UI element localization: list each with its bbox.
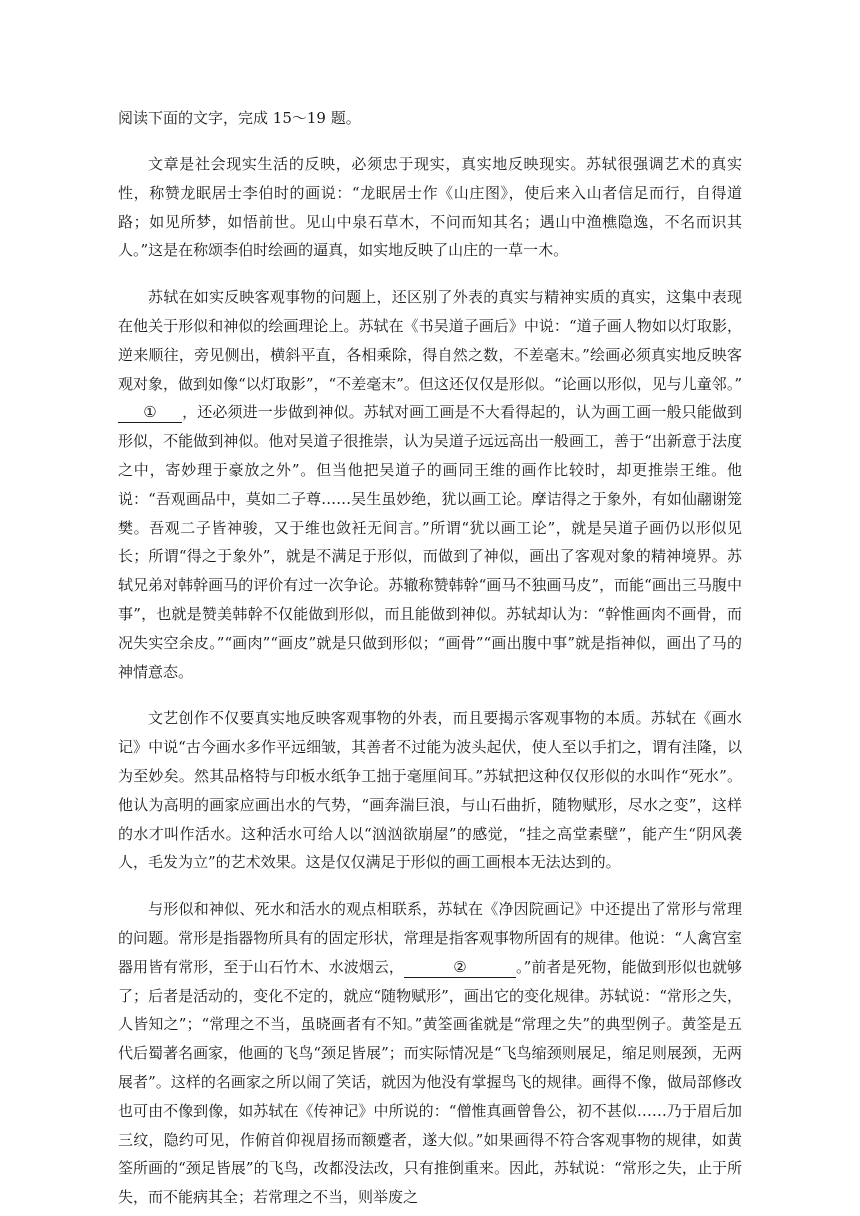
reading-instruction: 阅读下面的文字，完成 15～19 题。	[118, 109, 361, 127]
paragraph-4-part-a: 与形似和神似、死水和活水的观点相联系，苏轼在《净因院画记》中还提出了常形与常理的问题。常形是指器物所具有的固定形状，常理是指客观事物所固有的规律。他说：“人禽宫室器用皆有常形，至于山石竹木、水波烟云，	[118, 900, 742, 976]
paragraph-2-part-b: ，还必须进一步做到神似。苏轼对画工画是不大看得起的，认为画工画一般只能做到形似，不能做到神似。他对吴道子很推崇，认为吴道子远远高出一般画工，善于“出新意于法度之中，寄妙理于豪放之外”。但当他把吴道子的画同王维的画作比较时，却更推崇王维。他说：“吾观画品中，莫如二子尊……吴生虽妙绝，犹以画工论。摩诘得之于象外，有如仙翮谢笼樊。吾观二子皆神骏，又于维也敛衽无间言。”所谓“犹以画工论”，就是吴道子画仍以形似见长；所谓“得之于象外”，就是不满足于形似，而做到了神似，画出了客观对象的精神境界。苏轼兄弟对韩幹画马的评价有过一次争论。苏辙称赞韩幹“画马不独画马皮”，而能“画出三马腹中事”，也就是赞美韩幹不仅能做到形似，而且能做到神似。苏轼却认为：“幹惟画肉不画骨，而况失实空余皮。”“画肉”“画皮”就是只做到形似；“画骨”“画出腹中事”就是指神似，画出了马的神情意态。	[118, 403, 742, 681]
paragraph-1: 文章是社会现实生活的反映，必须忠于现实，真实地反映现实。苏轼很强调艺术的真实性，称赞龙眠居士李伯时的画说：“龙眠居士作《山庄图》，使后来入山者信足而行，自得道路；如见所梦，如悟前世。见山中泉石草木，不问而知其名；遇山中渔樵隐逸，不名而识其人。”这是在称颂李伯时绘画的逼真，如实地反映了山庄的一草一木。	[118, 155, 742, 260]
blank-1: ①	[118, 402, 182, 423]
paragraph-2	[118, 283, 742, 686]
paragraph-4	[118, 895, 742, 1212]
blank-2: ②	[404, 957, 516, 978]
paragraph-2-part-a: 苏轼在如实反映客观事物的问题上，还区别了外表的真实与精神实质的真实，这集中表现在他关于形似和神似的绘画理论上。苏轼在《书吴道子画后》中说：“道子画人物如以灯取影，逆来顺往，旁见侧出，横斜平直，各相乘除，得自然之数，不差毫末。”绘画必须真实地反映客观对象，做到如像“以灯取影”，“不差毫末”。但这还仅仅是形似。“论画以形似，见与儿童邻。”	[118, 288, 742, 393]
paragraph-3: 文艺创作不仅要真实地反映客观事物的外表，而且要揭示客观事物的本质。苏轼在《画水记》中说“古今画水多作平远细皱，其善者不过能为波头起伏，使人至以手扪之，谓有洼隆，以为至妙矣。然其品格特与印板水纸争工拙于毫厘间耳。”苏轼把这种仅仅形似的水叫作“死水”。他认为高明的画家应画出水的气势，“画奔湍巨浪，与山石曲折，随物赋形，尽水之变”，这样的水才叫作活水。这种活水可给人以“汹汹欲崩屋”的感觉，“挂之高堂素壁”，能产生“阴风袭人，毛发为立”的艺术效果。这是仅仅满足于形似的画工画根本无法达到的。	[118, 709, 742, 872]
paragraph-4-part-b: 。”前者是死物，能做到形似也就够了；后者是活动的，变化不定的，就应“随物赋形”，画出它的变化规律。苏轼说：“常形之失，人皆知之”；“常理之不当，虽晓画者有不知。”黄筌画雀就是“常理之失”的典型例子。黄筌是五代后蜀著名画家，他画的飞鸟“颈足皆展”；而实际情况是“飞鸟缩颈则展足，缩足则展颈，无两展者”。这样的名画家之所以闹了笑话，就因为他没有掌握鸟飞的规律。画得不像，做局部修改也可由不像到像，如苏轼在《传神记》中所说的：“僧惟真画曾鲁公，初不甚似……乃于眉后加三纹，隐约可见，作俯首仰视眉扬而额蹙者，遂大似。”如果画得不符合客观事物的规律，如黄筌所画的“颈足皆展”的飞鸟，改都没法改，只有推倒重来。因此，苏轼说：“常形之失，止于所失，而不能病其全；若常理之不当，则举废之	[118, 957, 742, 1207]
